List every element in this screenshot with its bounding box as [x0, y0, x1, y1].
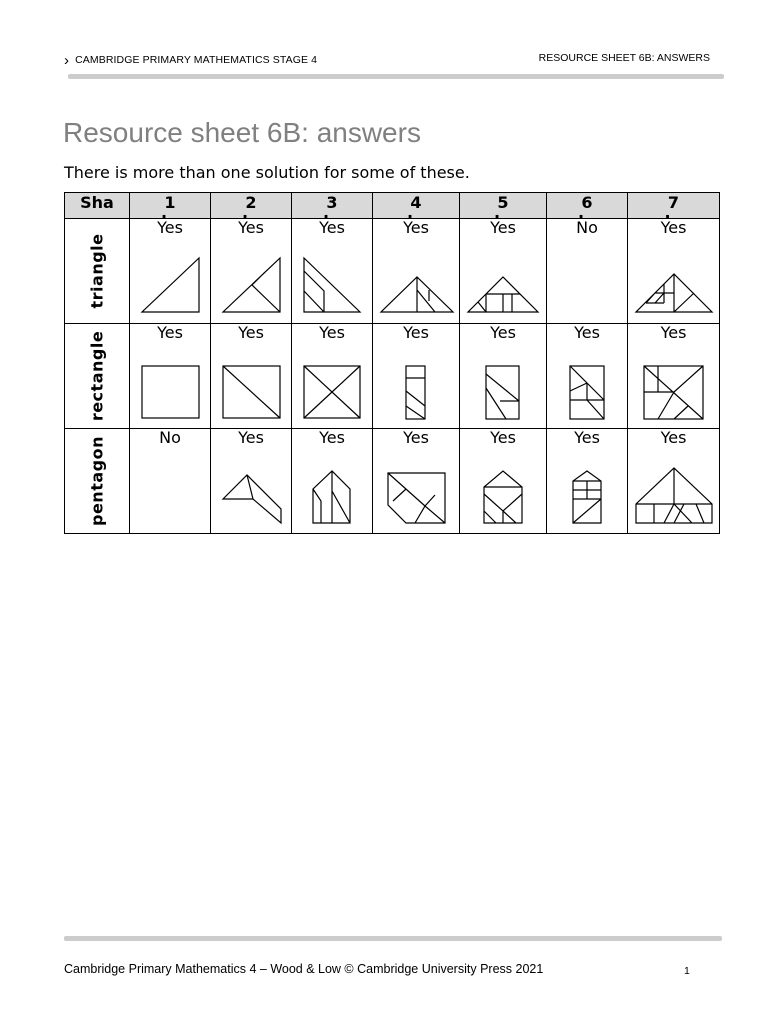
pentagon-figure-5: [460, 451, 546, 531]
header-divider: [68, 74, 724, 79]
header-right-text: RESOURCE SHEET 6B: ANSWERS: [538, 52, 710, 64]
pentagon-figure-6: [547, 451, 627, 531]
rectangle-figure-2: [211, 346, 291, 426]
answer-cell: Yes: [460, 429, 547, 534]
answer-cell: Yes: [460, 219, 547, 324]
triangle-figure-7: [628, 241, 720, 321]
answer-cell: Yes: [373, 429, 460, 534]
column-header: 5 .: [460, 193, 547, 219]
answer-cell: Yes: [211, 219, 292, 324]
rectangle-figure-5: [460, 346, 546, 426]
table-row-pentagon: [65, 429, 720, 534]
row-label: triangle: [65, 219, 130, 324]
table-header-row: [65, 193, 720, 219]
triangle-figure-4: [373, 241, 459, 321]
footer-credit: Cambridge Primary Mathematics 4 – Wood & Low © Cambridge University Press 2021: [64, 962, 544, 976]
column-header: 1 .: [130, 193, 211, 219]
answer-cell: Yes: [628, 429, 720, 534]
page-number: 1: [684, 965, 690, 977]
answer-cell: Yes: [292, 219, 373, 324]
triangle-figure-5: [460, 241, 546, 321]
pentagon-figure-7: [628, 451, 720, 531]
pentagon-figure-4: [373, 451, 459, 531]
answer-cell: Yes: [628, 219, 720, 324]
intro-text: There is more than one solution for some of these.: [64, 163, 470, 182]
answer-cell: Yes: [547, 324, 628, 429]
pentagon-figure-2: [211, 451, 291, 531]
answer-cell: Yes: [211, 324, 292, 429]
table-row-rectangle: [65, 324, 720, 429]
answers-table: [64, 192, 720, 534]
triangle-figure-3: [292, 241, 372, 321]
rectangle-figure-1: [130, 346, 210, 426]
answer-cell: Yes: [373, 324, 460, 429]
page-header: [64, 50, 720, 70]
chevron-right-icon: ›: [64, 52, 70, 69]
answer-cell: Yes: [460, 324, 547, 429]
rectangle-figure-6: [547, 346, 627, 426]
rectangle-figure-7: [628, 346, 720, 426]
footer-divider: [64, 936, 722, 941]
column-header: 6 .: [547, 193, 628, 219]
column-header: 2 .: [211, 193, 292, 219]
answer-cell: No: [130, 429, 211, 534]
pentagon-figure-3: [292, 451, 372, 531]
answer-cell: No: [547, 219, 628, 324]
answer-cell: Yes: [211, 429, 292, 534]
rectangle-figure-3: [292, 346, 372, 426]
answer-cell: Yes: [373, 219, 460, 324]
answer-cell: Yes: [130, 219, 211, 324]
answer-cell: Yes: [292, 324, 373, 429]
answer-cell: Yes: [130, 324, 211, 429]
row-label: rectangle: [65, 324, 130, 429]
column-header: 4 .: [373, 193, 460, 219]
triangle-figure-1: [130, 241, 210, 321]
answer-cell: Yes: [628, 324, 720, 429]
page-title: Resource sheet 6B: answers: [63, 117, 421, 148]
answer-cell: Yes: [292, 429, 373, 534]
column-header: 3 .: [292, 193, 373, 219]
shape-column-header: Sha: [65, 193, 130, 219]
answer-cell: Yes: [547, 429, 628, 534]
row-label: pentagon: [65, 429, 130, 534]
column-header: 7 .: [628, 193, 720, 219]
rectangle-figure-4: [373, 346, 459, 426]
header-left-text: CAMBRIDGE PRIMARY MATHEMATICS STAGE 4: [75, 54, 318, 66]
table-row-triangle: [65, 219, 720, 324]
triangle-figure-2: [211, 241, 291, 321]
